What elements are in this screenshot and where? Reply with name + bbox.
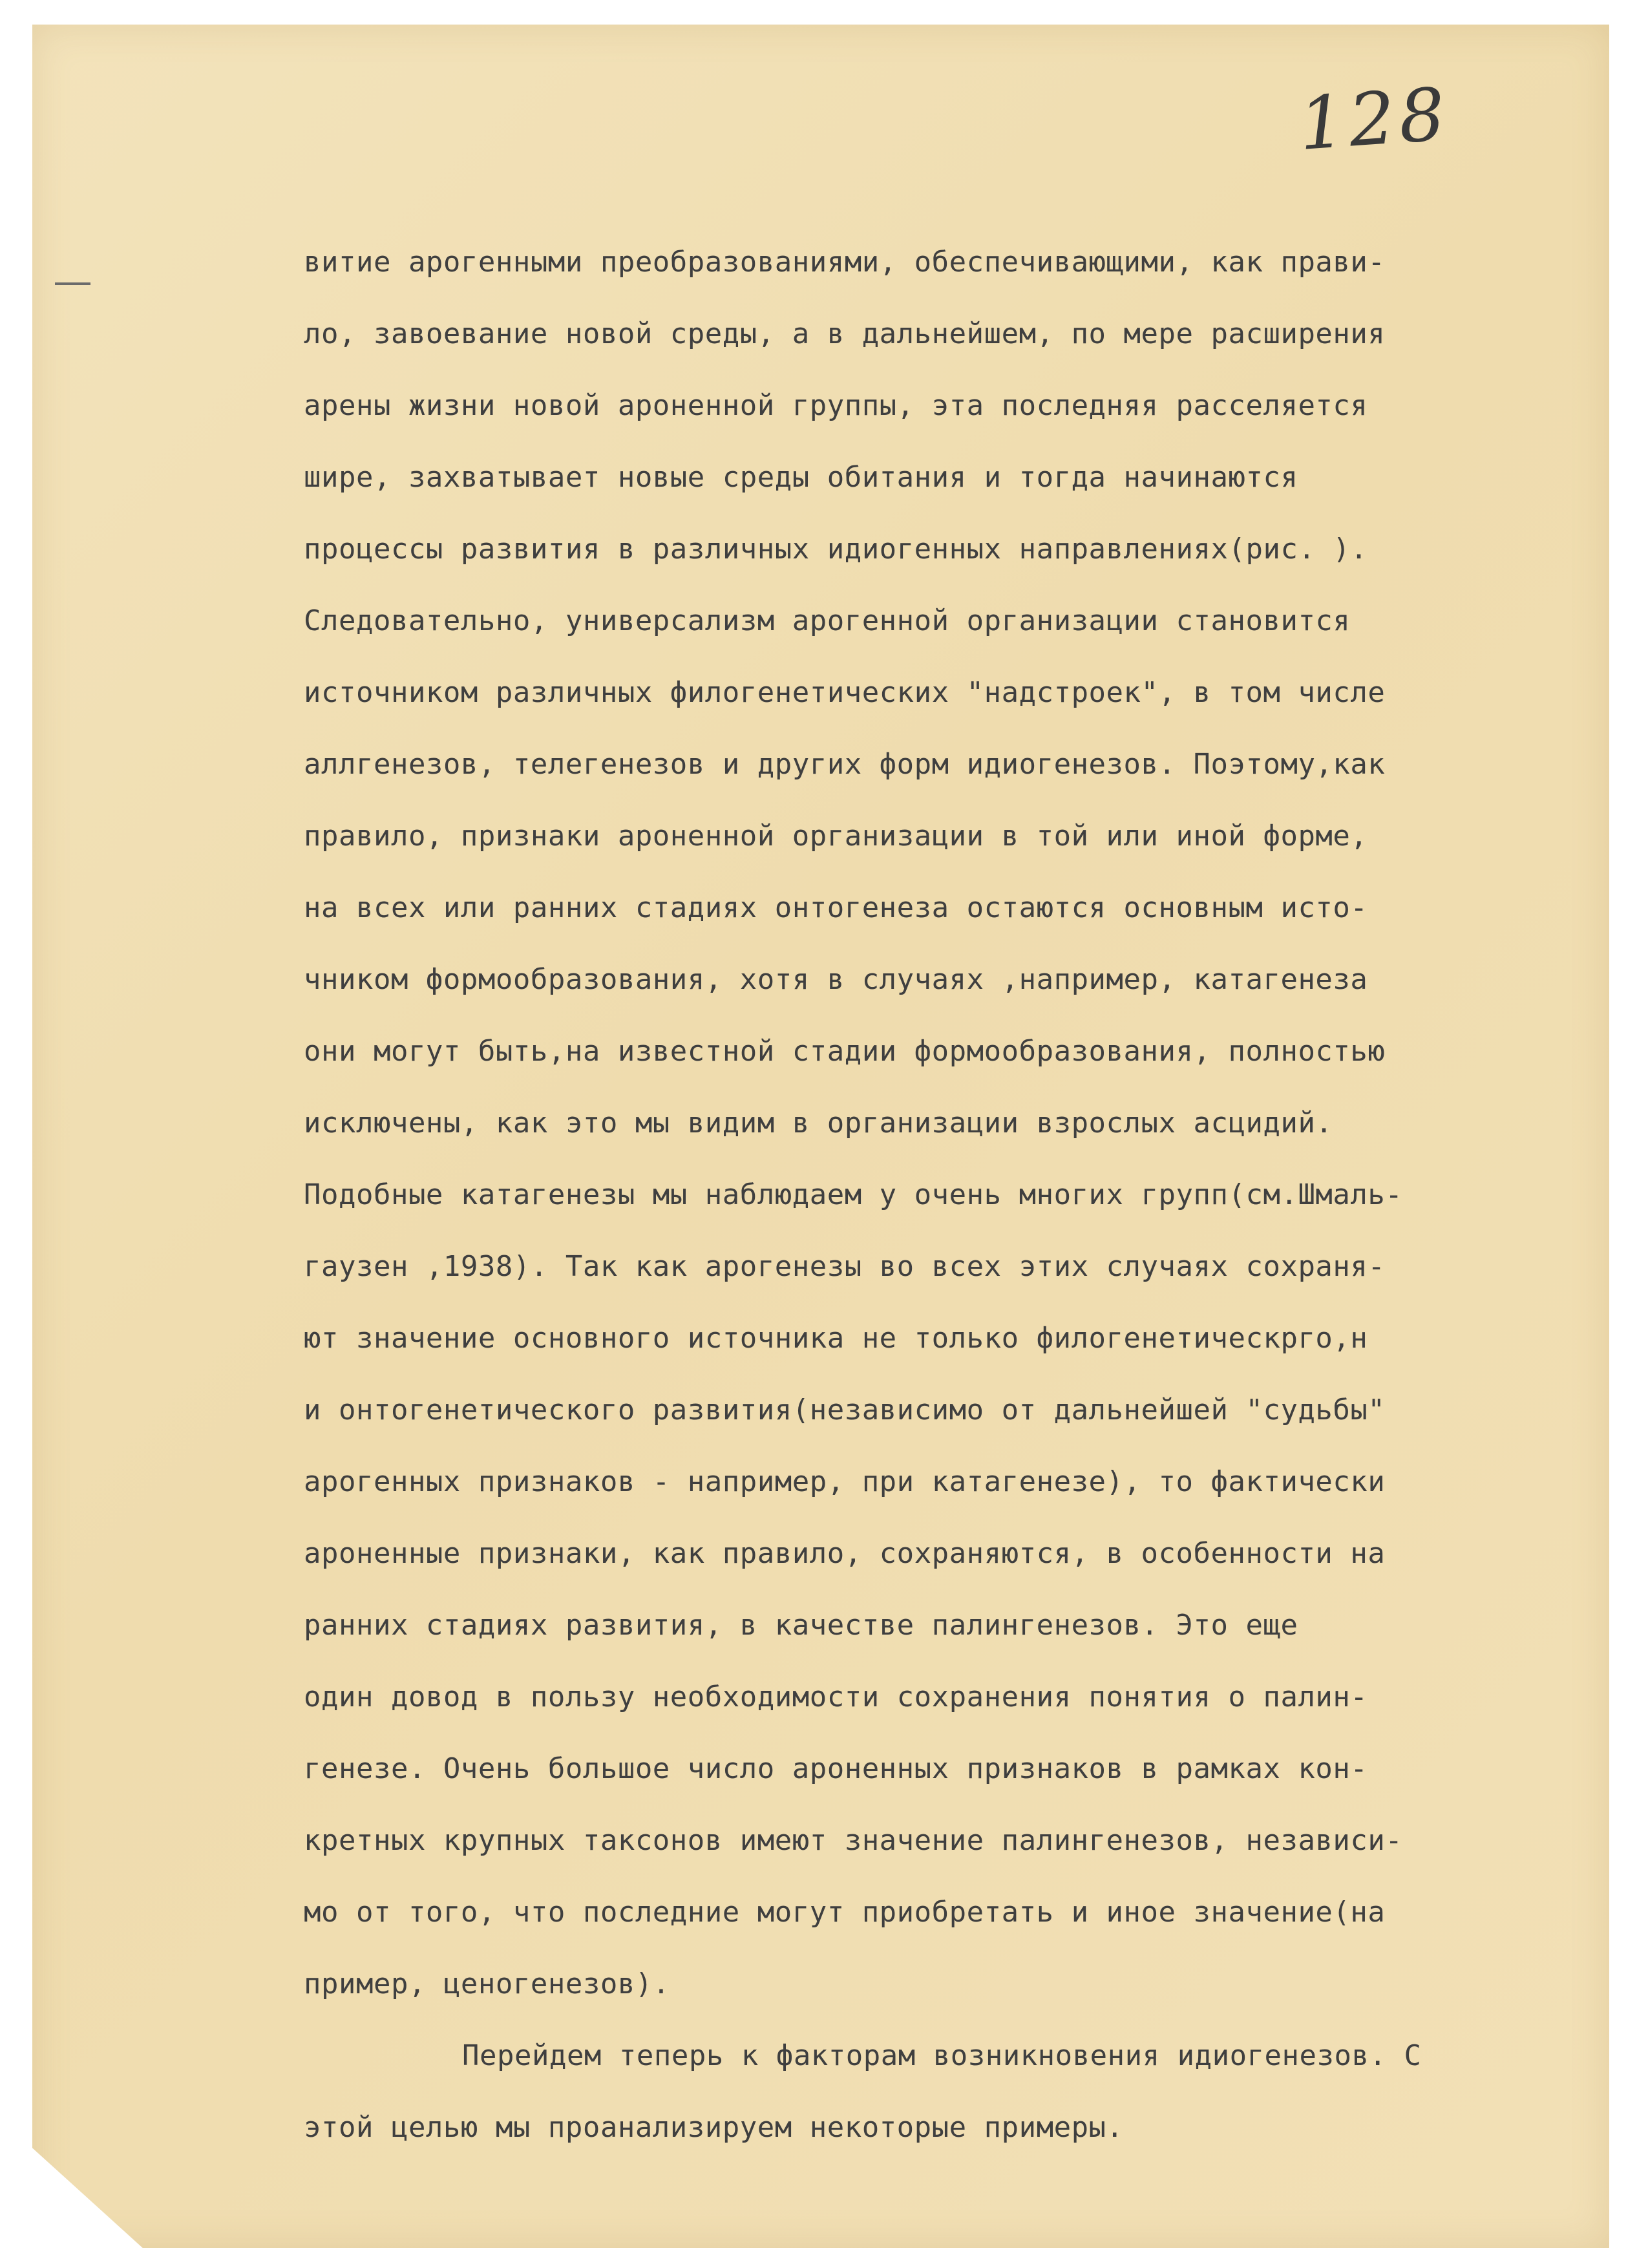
margin-dash-mark	[55, 282, 90, 285]
text-line: ранних стадиях развития, в качестве палингенезов. Это еще	[304, 1609, 1298, 1642]
text-line: мо от того, что последние могут приобретать и иное значение(на	[304, 1896, 1386, 1929]
text-line: арогенных признаков - например, при катагенезе), то фактически	[304, 1465, 1386, 1498]
text-line: они могут быть,на известной стадии формообразования, полностью	[304, 1035, 1386, 1068]
text-line: Следовательно, универсализм арогенной организации становится	[304, 604, 1351, 637]
text-line: кретных крупных таксонов имеют значение палингенезов, независи-	[304, 1824, 1403, 1857]
text-line: этой целью мы проанализируем некоторые примеры.	[304, 2111, 1124, 2144]
text-line: и онтогенетического развития(независимо от дальнейшей "судьбы"	[304, 1394, 1386, 1426]
text-line: чником формообразования, хотя в случаях ,например, катагенеза	[304, 963, 1368, 996]
text-line: правило, признаки ароненной организации в той или иной форме,	[304, 820, 1368, 853]
text-line: аллгенезов, телегенезов и других форм идиогенезов. Поэтому,как	[304, 748, 1386, 781]
text-line: источником различных филогенетических "надстроек", в том числе	[304, 676, 1386, 709]
text-line: ароненные признаки, как правило, сохраняются, в особенности на	[304, 1537, 1386, 1570]
text-line: арены жизни новой ароненной группы, эта последняя расселяется	[304, 389, 1368, 422]
text-line: пример, ценогенезов).	[304, 1967, 670, 2000]
text-line: исключены, как это мы видим в организации взрослых асцидий.	[304, 1107, 1333, 1139]
text-line: гаузен ,1938). Так как арогенезы во всех этих случаях сохраня-	[304, 1250, 1386, 1283]
text-line: ют значение основного источника не только филогенетическрго,н	[304, 1322, 1368, 1355]
text-line: один довод в пользу необходимости сохранения понятия о палин-	[304, 1680, 1368, 1713]
text-line: процессы развития в различных идиогенных направлениях(рис. ).	[304, 533, 1368, 566]
text-line: генезе. Очень большое число ароненных признаков в рамках кон-	[304, 1752, 1368, 1785]
typewritten-body	[304, 226, 1629, 2163]
text-line: витие арогенными преобразованиями, обеспечивающими, как прави-	[304, 246, 1386, 279]
text-line: Подобные катагенезы мы наблюдаем у очень многих групп(см.Шмаль-	[304, 1178, 1403, 1211]
text-line: шире, захватывает новые среды обитания и тогда начинаются	[304, 461, 1298, 494]
paragraph-start-line: Перейдем теперь к факторам возникновения идиогенезов. С	[462, 2039, 1422, 2072]
handwritten-page-number: 128	[1296, 72, 1452, 167]
text-line: на всех или ранних стадиях онтогенеза остаются основным исто-	[304, 891, 1368, 924]
text-line: ло, завоевание новой среды, а в дальнейшем, по мере расширения	[304, 317, 1386, 350]
